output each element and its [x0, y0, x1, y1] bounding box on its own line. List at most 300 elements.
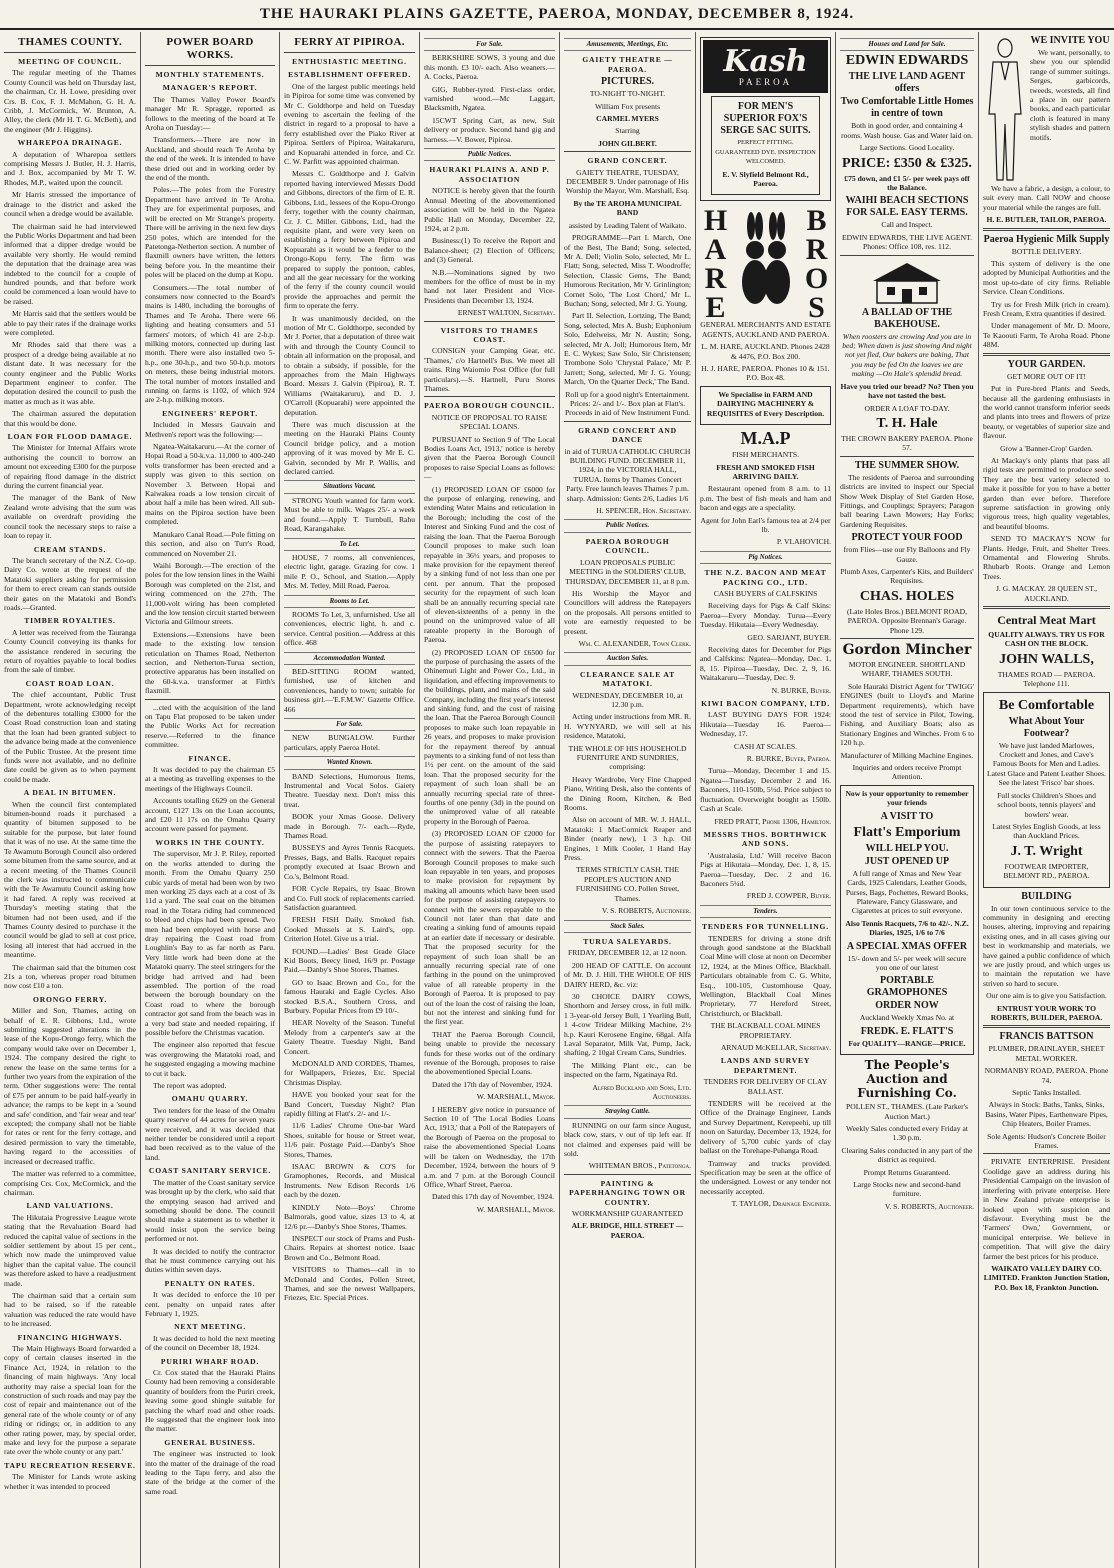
paragraph: TENDERS FOR DELIVERY OF CLAY BALLAST.	[703, 1077, 828, 1096]
paragraph: Both in good order, and containing 4 rooms. Wash house. Gas and Water laid on.	[841, 121, 973, 140]
classified-ad: HOUSE, 7 rooms, all conveniences, electric light, garage. Grazing for cow. 1 mile P. O., School, and Station.—Apply Mrs. M. Tetley, Mill Road, Paeroa.	[284, 552, 415, 591]
paragraph: Agent for John Earl's famous tea at 2/4 per lb.	[700, 515, 831, 534]
section-heading: NEXT MEETING.	[174, 1322, 246, 1332]
paragraph: CASH BUYERS of CALFSKINS	[713, 588, 818, 598]
paragraph: Tramway and trucks provided. Specification may be seen at the office of the undersigned. Lowest or any tender not necessarily accepted.	[700, 1158, 831, 1196]
paragraph: Our one aim is to give you Satisfaction.	[986, 991, 1107, 1001]
signature: H. E. BUTLER, TAILOR, PAEROA.	[986, 215, 1107, 225]
signature: W. MARSHALL, Mayor.	[476, 1092, 555, 1102]
paragraph: PLUMBER, DRAINLAYER, SHEET METAL WORKER.	[988, 1044, 1105, 1063]
kash-logo-text: Kash	[723, 44, 808, 79]
paragraph: WORKMANSHIP GUARANTEED	[572, 1209, 683, 1219]
wright-advert	[983, 692, 1110, 888]
fredk-flatt: FREDK. E. FLATT'S	[860, 1025, 954, 1037]
paragraph: BOTTLE DELIVERY.	[1011, 246, 1082, 256]
classified-heading: Wanted Known.	[284, 756, 415, 769]
section-heading: FINANCE.	[188, 753, 232, 763]
column-power-board	[141, 32, 280, 1568]
paragraph: (1) PROPOSED LOAN OF £6000 for the purpose of enlarging, renewing, and extending Water Mains and reticulation in the Borough; including the cost of the Interest and Sinking Fund and the cost of raising the loan. That the Paeroa Borough Council proposes to make such loan repayable in 36½ years, and proposes to make provision for the repayment thereof by a sinking fund of not less than one per cent. per annum. That the proposed security for the repayment of such loan shall be an annually recurring special rate of eleven-sixteenths of a penny in the pound on the unimproved value of all rateable property in the Borough of Paeroa.	[424, 484, 555, 645]
paragraph: The chairman said that a certain sum had to be raised, so if the rateable valuation was reduced the rate would have to be increased.	[4, 1290, 136, 1329]
classified-heading: Situations Vacant.	[284, 480, 415, 493]
paragraph: (3) PROPOSED LOAN OF £2000 for the purpose of assisting ratepayers to connect with the sewers. That the Paeroa Borough Council proposes to make such loan repayable in ten years, and proposes to make provision for repayment by making all amounts which have been used for the purpose of assisting ratepayers to connect with the sewers repayable to the Council not later than that date and creating a sinking fund of amounts repaid at an earlier date if necessary or desirable. That the proposed security for the repayment of such loan shall be an annually recurring special rate of one farthing in the pound on the unimproved value of all rateable property in the Borough of Paeroa. It is proposed to pay out of the loan the cost of raising the loan, but not the interest and sinking fund for the first year.	[424, 829, 555, 1027]
signature: FRED J. COWPER, Buyer.	[746, 891, 831, 901]
kash-offer: FOR MEN'S SUPERIOR FOX'S SERGE SAC SUITS.	[720, 101, 811, 137]
classified-ad: FRESH FISH Daily. Smoked fish. Cooked Mussels at S. Laird's, opp. Criterion Hotel. Give us a trial.	[284, 915, 415, 944]
paragraph: THAT the Paeroa Borough Council, being unable to provide the necessary funds for these works out of the ordinary revenue of the Borough, proposes to raise the abovementioned Special Loans.	[424, 1029, 555, 1077]
article-subtitle: MEETING OF COUNCIL.	[18, 57, 122, 66]
kash-logo-town: PAEROA	[738, 77, 793, 87]
paragraph: The chairman assured the deputation that this would be done.	[4, 409, 136, 428]
paragraph: 'Australasia, Ltd.' Will receive Bacon Pigs at Hikutaia—Monday, Dec. 1, 8, 15. Paeroa—Tuesday, Dec. 2 and 16. Baconers 5¼d.	[700, 850, 831, 888]
paragraph: 30 CHOICE DAIRY COWS, Shorthorn and Jersey cross, in full milk. 1 3-year-old Jersey Bull, 1 Yearling Bull, 1 4-cow Tridear Milking Machine, 2½ h.p. Kauri Kerosene Engine, 68gal. Alfa Laval Separator, Milk Vat, Pump, Jack, shafting, 2 10gal Cream Cans, Sundries.	[564, 991, 691, 1058]
paragraph: SEND TO MACKAY'S NOW for Plants. Hedge, Fruit, and Shelter Trees. Ornamental and Flowering Shrubs. Rhubarb Roots. Orange and Lemon Trees.	[983, 534, 1110, 581]
paragraph: 200 HEAD OF CATTLE. On account of Mr. D. J. Hill. THE WHOLE OF HIS DAIRY HERD, &c. viz:	[564, 960, 691, 989]
paragraph: Call and Inspect.	[881, 220, 933, 230]
paragraph: For QUALITY—RANGE—PRICE.	[848, 1038, 966, 1048]
paragraph: William Fox presents	[594, 101, 661, 111]
paragraph: The report was adopted.	[153, 1081, 227, 1091]
notice-title: GAIETY THEATRE — PAEROA.	[582, 55, 673, 74]
film-star: CARMEL MYERS	[596, 114, 659, 124]
paragraph: The Minister for Internal Affairs wrote authorising the council to borrow an amount not exceeding £300 for the purpose of repairing flood damage in the district during the current financial year.	[4, 443, 137, 491]
classified-ad: ROOMS To Let, 3, unfurnished. Use all conveniences, electric light, h. and c. service. Central position.—Address at this office. 468	[284, 609, 415, 648]
section-heading: ENGINEERS' REPORT.	[162, 408, 258, 418]
classified-heading: Straying Cattle.	[564, 1105, 691, 1118]
paragraph: We Specialise in FARM AND DAIRYING MACHINERY & REQUISITES of Every Description.	[706, 389, 825, 418]
classified-ad: BAND Selections, Humorous Items, Instrumental and Vocal Solos. Gaiety Theatre. Tuesday next. Don't miss this treat.	[284, 771, 415, 809]
bros-word	[801, 204, 831, 320]
paragraph: A letter was received from the Tauranga County Council conveying its thanks for the assistance rendered in securing the return of royalties payable to local bodies from the sale of timber.	[4, 627, 136, 675]
paragraph: Miller and Son, Thames, acting on behalf of E. R. Gibbons, Ltd., wrote submitting suggested alterations in the lease of the Kopu-Orongo ferry, which the company would take over on December 1, 1924. The company desired the right to renew the lease on the same terms for a further two years from the expiration of the term. Other suggestions were: The rental of £75 per annum to be paid half-yearly in advance; the ramps to be kept in a 'sound and safe' condition, and 'fair wear and tear' excepted; the company shall not be liable for rates or rent for the ferry cottage, and desired permission to vary the timetable, having regard to the accessities of increased or decreased traffic.	[4, 1006, 136, 1166]
signature: P. VLAHOVICH.	[776, 537, 831, 547]
paragraph: TO-NIGHT TO-NIGHT.	[589, 89, 666, 99]
paragraph: A full range of Xmas and New Year Cards, 1925 Calendars, Leather Goods, Purses, Bags, Pochettes, Reward Books, Plateware, Fancy Glassware, and Cigarettes at prices to suit everyone.	[845, 868, 969, 916]
kash-logo	[703, 40, 828, 93]
paragraph: THAMES ROAD — PAEROA. Telephone 111.	[997, 669, 1096, 689]
paragraph: Dated this 17th day of November, 1924.	[432, 1192, 555, 1202]
butler-text	[1030, 34, 1110, 184]
notice-title: KIWI BACON COMPANY, LTD.	[701, 699, 830, 709]
classified-ad: INSPECT our stock of Prams and Push-Chairs. Repairs at shortest notice. Isaac Brown and Co., Belmont Road.	[284, 1233, 415, 1262]
section-heading: WORKS IN THE COUNTY.	[155, 837, 265, 847]
paragraph: Business:(1) To receive the Report and Balance-sheet; (2) Election of Officers; and (3) General.	[424, 236, 555, 265]
paragraph: Septic Tanks Installed.	[1012, 1088, 1081, 1098]
paragraph: His Worship the Mayor and Councillors will address the Ratepayers on the proposals. All persons entitled to vote are earnestly requested to be present.	[564, 588, 691, 636]
section-heading: FINANCING HIGHWAYS.	[17, 1332, 123, 1342]
section-heading: PURIRI WHARF ROAD.	[160, 1356, 260, 1366]
paragraph: The Milking Plant etc., can be inspected on the farm, Ngatinaya Rd.	[564, 1060, 691, 1080]
paragraph: PERFECT FITTING. GUARANTEED DYE. INSPECTION WELCOMED.	[715, 139, 816, 166]
paragraph: TERMS STRICTLY CASH. THE PEOPLE'S AUCTION AND FURNISHING CO. Pollen Street, Thames.	[575, 865, 680, 903]
paragraph: E. V. Slyfield Belmont Rd., Paeroa.	[722, 169, 809, 189]
paragraph: Receiving days for Pigs & Calf Skins: Paeroa—Every Monday. Turua—Every Tuesday. Hikutaia—Every Wednesday.	[700, 601, 831, 630]
article-title: FERRY AT PIPIROA.	[294, 36, 405, 48]
paragraph: WEDNESDAY, DECEMBER 10, at 12.30 p.m.	[572, 690, 683, 709]
classified-ad: BED-SITTING ROOM wanted, furnished, use of kitchen and conveniences, handy to town; suitable for business girl.—'E.F.M.W.' Gazette Office. 466	[284, 666, 415, 714]
paragraph: It was decided to enforce the 10 per cent. penalty on unpaid rates after February 1, 1925.	[145, 1290, 275, 1318]
paragraph: The manager of the Bank of New Zealand wrote advising that the sum was available on overdraft providing the council took the necessary steps to raise a loan to repay it.	[4, 493, 136, 541]
classified-heading: Public Notices.	[564, 519, 691, 532]
classified-heading: Houses and Land for Sale.	[840, 38, 974, 51]
paragraph: Always in Stock: Baths, Tanks, Sinks, Basins, Water Pipes, Earthenware Pipes, Chip Heaters, Boiler Frames.	[985, 1100, 1108, 1129]
paragraph: ORDER A LOAF TO-DAY.	[864, 403, 950, 413]
signature: N. BURKE, Buyer.	[771, 685, 831, 695]
classified-ad: STRONG Youth wanted for farm work. Must be able to milk. Wages 25/- a week and found.—Apply T. Turnbull, Rahu Road, Karangahake.	[284, 495, 415, 534]
paragraph: POLLEN ST., THAMES. (Late Parker's Auction Mart.)	[846, 1102, 968, 1121]
paragraph: (Late Holes Bros.) BELMONT ROAD, PAEROA. Opposite Brennan's Garage. Phone 129.	[846, 606, 968, 635]
paragraph: Heavy Wardrobe, Very Fine Chapped Piano, Writing Desk, also the contents of the Dining Room, Kitchen, & Bed Rooms.	[564, 774, 691, 813]
paragraph: Mr Harris said that the settlers would be able to pay their rates if the drainage works were completed.	[4, 309, 136, 337]
paragraph: Receiving dates for December for Pigs and Calfskins: Ngatea—Monday, Dec. 1, 8, 15. Pipiroa—Tuesday, Dec. 2, 9, 16. Waitakaruru—Tuesday, Dec. 9.	[700, 645, 831, 683]
paragraph: Now is your opportunity to remember your friends	[845, 788, 969, 808]
paragraph: H. J. HARE, PAEROA. Phones 10 & 151. P.O. Box 48.	[701, 364, 830, 383]
paragraph: Poles.—The poles from the Forestry Department have arrived in Te Aroha. They are for experimental purposes, and will be erected on Mr Strange's property. There will be arriving in the next few days 250 poles, which are intended for the Patetonga-Netherton section. A number of flaxmill owners have written, the letters being before you. In the meantime their poles will be placed on the dump at Kopu.	[145, 185, 275, 280]
classified-ad: HEAR Novelty of the Season. Tuneful Melody from a carpenter's saw at the Gaiety Theatre. Tuesday Night, Band Concert.	[284, 1018, 415, 1056]
ballad-poem: When roosters are crowing And you are in bed; When dawn is just showing And night not yet fled, Our bakers are baking, That you may be fed On the loaves we are making —On Hale's splendid bread.	[842, 331, 972, 379]
paragraph: The matter was referred to a committee, comprising Crs. Cox, McCormick, and the chairman.	[4, 1169, 136, 1197]
paragraph: FRESH AND SMOKED FISH ARRIVING DAILY.	[716, 462, 815, 481]
classified-heading: Tenders.	[700, 905, 831, 918]
bros-letters: BROS	[800, 204, 833, 321]
paragraph: The regular meeting of the Thames County Council was held on Thursday last, the chairman, Cr. H. Lowe, presiding over Crs. B. Cox, F. J. McMahon, G. H. A. Cribb, J. McCormick, W. Brunton, A. Alley, the clerk (Mr H. T. G. McBeth), and the engineer (Mr J. Higgins).	[4, 68, 136, 134]
section-heading: OMAHU QUARRY.	[171, 1094, 249, 1104]
paragraph: Weekly Sales conducted every Friday at 1.30 p.m.	[846, 1123, 968, 1143]
paragraph: GAIETY THEATRE, TUESDAY, DECEMBER 9. Under patronage of His Worship the Mayor, Wm. Marshall, Esq.	[565, 167, 690, 196]
agent-tagline: THE LIVE LAND AGENT offers	[848, 71, 966, 95]
column-merchants	[696, 32, 836, 1568]
paragraph: Extensions.—Extensions have been made to the existing low tension reticulation on Thames Road, Netherton section, and Netherton-Turua section, protective apparatus has been installed on the 60-k.v.a. transformer at Firth's flaxmill.	[145, 629, 275, 696]
signature: WAIKATO VALLEY DAIRY CO. LIMITED. Frankton Junction Station, P.O. Box 18, Frankton Junction.	[983, 1263, 1110, 1292]
classified-heading: Auction Sales.	[564, 652, 691, 665]
signature: EDWIN EDWARDS, THE LIVE AGENT. Phones: Office 108, res. 112.	[841, 232, 973, 252]
article-title: THAMES COUNTY.	[17, 36, 123, 48]
pictures-heading: PICTURES.	[600, 76, 655, 88]
classified-heading: Pig Notices.	[700, 551, 831, 564]
notice-title: VISITORS TO THAMES COAST.	[440, 325, 539, 344]
kash-advert	[700, 37, 831, 201]
paragraph: The chairman said that the bitumen cost 21s a ton, whereas proper road bitumen now cost £10 a ton.	[4, 962, 136, 991]
classified-ad: BOOK your Xmas Goose. Delivery made in Borough. 7/- each.—Ryde, Thames Road.	[284, 812, 415, 841]
paragraph: Mr Rhodes said that there was a prospect of a dredge being available at no distant date. It was necessary for the county engineer and the Public Works Department engineer to confer. The deputation desired the council to push the matter as much as it was able.	[4, 340, 136, 406]
paragraph: Included in Messrs Gauvain and Methven's report was the following:—	[145, 420, 275, 439]
gentleman-figure-icon	[983, 34, 1027, 184]
paragraph: Mr Harris stressed the importance of drainage to the district and asked the council when a dredge would be available.	[4, 190, 136, 219]
classified-heading: Stock Sales.	[564, 920, 691, 933]
column-ferry-classifieds	[280, 32, 420, 1568]
hare-bros-logo	[700, 204, 831, 320]
paragraph: Dated the 17th day of November, 1924.	[432, 1079, 553, 1089]
paragraph: Plumb Axes, Carpenter's Kits, and Builders' Requisites.	[840, 566, 974, 586]
paragraph: PROGRAMME—Part I. March, One of the Best, The Band; Song, selected, Mr A. Dell; Violin Solo, selected, Mr L. Flatt; Song, selected, Miss T. Woodroffe; Selection, Classic Gems, The Band; Humorous Recitation, Mr V. Grinlington; Cornet Solo, 'The Lost Chord,' Mr L. Buchan; Song, selected, Mr J. G. Young.	[564, 233, 691, 308]
garden-heading: YOUR GARDEN.	[1007, 358, 1086, 370]
paragraph: Manufacturer of Milking Machine Engines.	[840, 750, 974, 760]
summer-show-heading: THE SUMMER SHOW.	[854, 459, 960, 471]
classified-ad: VISITORS to Thames—call in to McDonald and Cordes, Pollen Street, Thames, and see the newest Wallpapers, Friezes, Etc. Special Prices.	[284, 1265, 415, 1303]
classified-ad: McDONALD AND CORDES, Thames, for Wallpapers, Friezes, Etc. Special Christmas Display.	[284, 1059, 415, 1087]
paragraph: Inquiries and orders receive Prompt Attention.	[852, 763, 962, 782]
paragraph: £75 down, and £1 5/- per week pays off the Balance.	[844, 173, 970, 193]
paragraph: The Hikutaia Progressive League wrote stating that the Revaluation Board had reduced the capital value of sections in the soldier settlement by about 15 per cent., which now made the unimproved value higher than the capital value. The council was therefore asked to have a readjustment made.	[4, 1212, 136, 1288]
signature: H. SPENCER, Hon. Secretary.	[596, 506, 691, 516]
jt-wright: J. T. Wright	[1010, 843, 1083, 859]
paragraph: Part II. Selection, Lortzing, The Band; Song, selected, Mrs A. Bush; Euphonium Solo, Edelweiss, Mr N. Austin; Song, selected, Mr A. Joll; Humorous Item, Mr E. C. Wykes; Saw Solo, Sir Christensen; Trombone Solo 'Chrystal Palace,' Mr P. Jarrett; Song, selected, Mr J. G. Young; March, 'On the Quarter Deck,' The Band.	[564, 311, 691, 387]
waihi-beach-heading: WAIHI BEACH SECTIONS FOR SALE. EASY TERMS.	[845, 195, 969, 219]
paragraph: NOTICE is hereby given that the fourth Annual Meeting of the abovementioned association will be held in the Ngatea Public Hall on Monday, December 22, 1924, at 2 p.m.	[424, 186, 555, 233]
section-heading: CREAM STANDS.	[33, 544, 107, 554]
paragraph: Large Sections. Good Locality.	[859, 143, 955, 153]
paragraph: There was much discussion at the meeting on the Hauraki Plains County Council bridge policy, and a motion approving of it was moved by Mr E. C. Galvin, seconded by Mr P. Wallis, and declared carried.	[284, 420, 415, 477]
paragraph: The engineer also reported that fescue was overgrowing the Matatoki road, and he suggested engaging a mowing machine to cut it back.	[145, 1040, 275, 1078]
classified-ad: ISAAC BROWN & CO'S for Gramophones, Records, and Musical Instruments. New Edison Records 1/6 each by the dozen.	[284, 1162, 415, 1200]
signature: W. MARSHALL, Mayor.	[476, 1204, 555, 1214]
classified-heading: Amusements, Meetings, Etc.	[564, 38, 691, 51]
notice-title: TENDERS FOR TUNNELLING.	[702, 922, 829, 932]
paragraph: In our town continuous service to the community in designing and erecting houses, altering, improving and repairing existing ones, and in all cases giving our best in workmanship and materials, we have gained a public confidence of which we are justly proud, and which urges us to maintain the reputation we have striven so hard to secure.	[983, 903, 1110, 988]
agent-name: EDWIN EDWARDS	[845, 53, 969, 69]
order-now: ORDER NOW	[875, 1000, 939, 1012]
page-columns	[0, 32, 1114, 1568]
signature: WHITEMAN BROS., Patetonga.	[588, 1161, 691, 1171]
signature: J. G. MACKAY. 28 QUEEN ST., AUCKLAND.	[995, 584, 1098, 603]
gramophones: PORTABLE GRAMOPHONES	[866, 975, 948, 999]
paragraph: Starring	[615, 126, 640, 136]
classified-ad: 11/6 Ladies' Chrome One-bar Ward Shoes, suitable for house or Street wear, 11/6 pair. Postage Paid.—Danby's Shoe Stores, Thames.	[284, 1121, 415, 1159]
signature: Wm. C. ALEXANDER, Town Clerk.	[578, 638, 691, 648]
paragraph: Have you tried our bread? No? Then you have not tasted the best.	[840, 381, 974, 401]
paragraph: FRIDAY, DECEMBER 12, at 12 noon.	[568, 948, 687, 958]
paragraph: The Thames Valley Power Board's manager Mr R. Spragge, reported as follows to the meeting of the board at Te Aroha on Tuesday:—	[145, 94, 275, 133]
paragraph: from Flies—use our Fly Balloons and Fly Gauze.	[843, 545, 971, 564]
protect-food-heading: PROTECT YOUR FOOD	[851, 532, 963, 544]
classified-ad: NEW BUNGALOW. Further particulars, apply Paeroa Hotel.	[284, 733, 415, 752]
butler-advert	[983, 34, 1110, 184]
section-heading: WHAREPOA DRAINAGE.	[17, 138, 123, 148]
flatts-visit: A VISIT TO	[880, 810, 934, 822]
paragraph: assisted by Leading Talent of Waikato.	[568, 220, 687, 230]
paragraph: Two tenders for the lease of the Omahu quarry reserve of 44 acres for seven years were received, and it was decided that neither tender be considered until a report had been received as to the value of the land.	[145, 1105, 275, 1162]
article-title: POWER BOARD WORKS.	[166, 36, 254, 61]
paragraph: PURSUANT to Section 9 of 'The Local Bodies Loans Act, 1913,' notice is hereby given that the Paeroa Borough Council proposes to raise Special Loans as follows:—	[424, 434, 555, 482]
paragraph: ...cted with the acquisition of the land on Tapu Flat proposed to be taken under the Public Works Act for recreation reserve.—Referred to the finance committee.	[145, 702, 275, 750]
john-walls: JOHN WALLS,	[999, 651, 1094, 667]
kash-offer-box	[711, 96, 820, 195]
paragraph: THE BLACKBALL COAL MINES PROPRIETARY.	[710, 1021, 821, 1040]
ballad-title: A BALLAD OF THE BAKEHOUSE.	[861, 306, 953, 330]
classified-ad: BUSSEYS and Ayres Tennis Racquets. Presses, Bags, and Balls. Racquet repairs promptly executed at Isaac Brown and Co.'s, Belmont Road.	[284, 843, 415, 881]
article-subtitle: ENTHUSIASTIC MEETING.	[292, 57, 407, 66]
paragraph: The chief accountant, Public Trust Department, wrote acknowledging receipt of the debentures totalling £3000 for the Coast Road construction loan and stating that the loan had been granted subject to the advance being made at the convenience of the Public Trustee. At the present time funds were not available, and no definite date could be given as to when payment could be made.	[4, 690, 136, 784]
signature: ALF. BRIDGE, HILL STREET — PAEROA.	[571, 1221, 684, 1240]
notice-title: CLEARANCE SALE AT MATATOKI.	[580, 669, 675, 689]
building-heading: BUILDING	[1021, 890, 1072, 902]
hare-icon	[731, 210, 801, 314]
paragraph: Sole Agents: Hudson's Concrete Boiler Frames.	[987, 1131, 1106, 1151]
paragraph: Try us for Fresh Milk (rich in cream). Fresh Cream, Extra quantities if desired.	[983, 299, 1110, 319]
notice-title: THE N.Z. BACON AND MEAT PACKING CO., LTD.	[704, 568, 827, 587]
paragraph: It was decided to pay the chairman £5 at a meeting as travelling expenses to the meetings of the Highways Council.	[145, 765, 275, 793]
footwear-question: What About Your Footwear?	[1008, 715, 1085, 739]
section-heading: TIMBER ROYALTIES.	[24, 616, 116, 626]
signature: V. S. ROBERTS, Auctioneer.	[601, 906, 691, 916]
classified-ad: FOUND.—Ladies' Best Grade Glace Kid Boots, Beecy lined, 16/9 pr. Postage Paid.—Danby's Shoe Stores, Thames.	[284, 946, 415, 975]
paragraph: It was decided to notify the contractor that he must commence carrying out his duties within seven days.	[145, 1246, 275, 1275]
notice-title: GRAND CONCERT AND DANCE	[578, 425, 677, 445]
signature: FRED PRATT, Phone 1306, Hamilton.	[714, 816, 831, 826]
specialise-advert	[700, 386, 831, 425]
paragraph: RUNNING on our farm since August, black cow, stars, v out of tip left ear. If not claimed and expenses paid will be sold.	[564, 1120, 691, 1159]
section-heading: A DEAL IN BITUMEN.	[23, 788, 117, 798]
column-houses-land	[836, 32, 979, 1568]
section-heading: LAND VALUATIONS.	[26, 1201, 114, 1211]
paragraph: Restaurant opened from 8 a.m. to 11 p.m. The best of fish meals and ham and bacon and eggs are a speciality.	[700, 484, 831, 513]
notice-title: GRAND CONCERT.	[587, 156, 668, 166]
paragraph: The branch secretary of the N.Z. Co-op. Dairy Co. wrote at the request of the Matatoki suppliers asking for permission for them to erect cream can stands outside their gates on the Matatoki and Bond's roads.—Granted.	[4, 555, 136, 612]
paragraph: Auckland Weekly Xmas No. at	[859, 1013, 955, 1023]
paragraph: Transformers.—There are now in Auckland, and should reach Te Aroha by the end of the week. It is intended to have these dried out and in working order by the end of the month.	[145, 135, 275, 183]
paragraph: The Main Highways Board forwarded a copy of certain clauses inserted in the Finance Act, 1924, in relation to the financing of main highways. 'Any local authority may raise a special loan for the construction of such roads and may pay the cost of repair and maintenance out of the general rate of the whole county or of any riding or ridings; or, in addition to any other rating power, may, by special order, make and levy for the purpose a separate rate over the whole county or any part.'	[4, 1344, 136, 1457]
section-heading: LOAN FOR FLOOD DAMAGE.	[7, 432, 133, 442]
paragraph: Manukaro Canal Road.—Pole fitting on this section, and also on Turr's Road, commenced on November 21.	[145, 529, 275, 558]
paragraph: LOAN PROPOSALS PUBLIC MEETING in the SOLDIERS' CLUB, THURSDAY, DECEMBER 11, at 8 p.m.	[565, 557, 690, 586]
paragraph: We have just landed Marlowes, Crockett and Jones, and Cave's Famous Boots for Men and Ladies. Latest Glace and Patent Leather Shoes. See the latest 'Frisco' bar shoes.	[987, 740, 1106, 788]
chas-holes-name: CHAS. HOLES	[859, 588, 955, 604]
price: PRICE: £350 & £325.	[842, 155, 972, 171]
column-amusements	[560, 32, 696, 1568]
notice-title: MESSRS THOS. BORTHWICK AND SONS.	[703, 829, 828, 849]
paragraph: I HEREBY give notice in pursuance of Section 10 of 'The Local Bodies Loans Act, 1913,' that a Poll of the Ratepayers of the Borough of Paeroa on the proposal to raise the abovementioned Special Loans will be taken on Wednesday, the 17th December, 1924, between the hours of 9 a.m. and 7 p.m. at the Borough Council Office, Wharf Street, Paeroa.	[424, 1104, 555, 1189]
notice-title: TURUA SALEYARDS.	[583, 936, 672, 946]
signature: V. S. ROBERTS, Auctioneer.	[884, 1201, 974, 1211]
notice-title: PAINTING & PAPERHANGING TOWN OR COUNTRY.	[569, 1178, 686, 1207]
bakehouse-icon	[867, 259, 947, 305]
battson-heading: FRANCIS BATTSON	[999, 1031, 1094, 1043]
bakery-name: T. H. Hale	[876, 415, 938, 431]
peoples-auction-name: The People's Auction and Furnishing Co.	[857, 1058, 957, 1101]
paragraph: Roll up for a good night's Entertainment. Prices: 2/- and 1/-. Box plan at Flatt's. Proceeds in aid of New Instrument Fund.	[564, 389, 691, 418]
paragraph: Acting under instructions from MR. R. H. WYNYARD, we will sell at his residence, Matatoki,	[564, 712, 691, 741]
section-heading: PENALTY ON RATES.	[164, 1278, 256, 1288]
paragraph: The engineer was instructed to look into the matter of the drainage of the road leading to the Tapu ferry, and also the state of the bridge at the corner of the same road.	[145, 1449, 275, 1496]
paragraph: A deputation of Wharepoa settlers comprising Messrs J. Butler, H. J. Harris, and J. Box, accompanied by Mr T. W. Rhodes, M.P., waited upon the council.	[4, 149, 136, 187]
paragraph: Accounts totalling £629 on the General account, £127 13s on the Loan accounts, and £20 11 17s on the Omahu Quarry account were passed for payment.	[145, 796, 275, 834]
just-opened: JUST OPENED UP	[864, 855, 950, 867]
classified-heading: Public Notices.	[424, 148, 555, 161]
signature: ARNAUD McKELLAR, Secretary.	[720, 1043, 831, 1053]
hare-word	[700, 204, 730, 320]
paragraph: The Minister for Lands wrote asking whether it was intended to proceed	[4, 1472, 136, 1491]
paragraph: Grow a 'Banner-Crop' Garden.	[1000, 443, 1093, 453]
paragraph: FISH MERCHANTS.	[731, 450, 800, 460]
masthead: THE HAURAKI PLAINS GAZETTE, PAEROA, MONDAY, DECEMBER 8, 1924.	[0, 0, 1114, 30]
xmas-offer: A SPECIAL XMAS OFFER	[846, 940, 968, 952]
classified-ad: HAVE you booked your seat for the Band Concert, Tuesday Night? Plan rapidly filling at Flatt's. 2/- and 1/-.	[284, 1090, 415, 1119]
milk-supply-heading: Paeroa Hygienic Milk Supply	[983, 233, 1110, 245]
classified-ad: GIG, Rubber-tyred. First-class order, varnished wood.—Mc Laggart, Blacksmith, Ngatea.	[424, 84, 555, 113]
signature: GEO. SARJANT, BUYER.	[747, 632, 831, 642]
flatts-emporium: Flatt's Emporium	[853, 824, 961, 840]
paragraph: Waihi Borough.—The erection of the poles for the low tension lines in the Waihi Borough was completed on the 21st, and wiring commenced on the 27th. The 11,000-volt wiring has been completed and the low tension circuit started between Victoria and Gilmour streets.	[145, 560, 276, 627]
paragraph: TENDERS for driving a stone drift through good sandstone at the Blackball Coal Mine will close at noon on December 12, 1924, at the Mines Office, Blackball. Particulars obtainable from C. G. White, Esq., 100-105, Customhouse Quay, Wellington, Blackball Coal Mines Proprietary, 77 Hereford Street, Christchurch, or Blackball.	[700, 933, 831, 1018]
section-heading: MANAGER'S REPORT.	[162, 83, 258, 93]
paragraph: FOOTWEAR IMPORTER, BELMONT RD., PAEROA.	[1003, 861, 1090, 881]
classified-ad: FOR Cycle Repairs, try Isaac Brown and Co. Full stock of replacements carried. Satisfaction guaranteed.	[284, 884, 415, 912]
paragraph: Clearing Sales conducted in any part of the district as required.	[841, 1145, 973, 1165]
classified-heading: To Let.	[284, 538, 415, 551]
we-invite-heading: WE INVITE YOU	[1030, 35, 1110, 46]
paragraph: MOTOR ENGINEER. SHORTLAND WHARF, THAMES SOUTH.	[848, 660, 966, 679]
paragraph: Consumers.—The total number of consumers now connected to the Board's mains is 1480, including the boroughs of Thames and Te Aroha. There were 66 lighting and heating consumers and 51 farmers' motors, of which 41 are 2-h.p. milking motors, connected up during last month. There were also installed two 5-h.p., one 30-h.p., and two 50-h.p. motors on meters, these being industrial motors. The total number of motors installed and running on farms is 1102, of which 924 are 2-h.p. milking motors.	[145, 282, 275, 405]
section-heading: ESTABLISHMENT OFFERED.	[288, 70, 411, 80]
paragraph: It was decided to hold the next meeting of the council on December 18, 1924.	[145, 1333, 275, 1353]
meat-mart-heading: Central Meat Mart	[997, 613, 1096, 628]
classified-heading: Accommodation Wanted.	[284, 652, 415, 665]
section-heading: COAST ROAD LOAN.	[25, 678, 115, 688]
paragraph: We have a fabric, a design, a colour, to suit every man. Call NOW and choose your material while the ranges are full.	[983, 184, 1110, 212]
paragraph: We want, personally, to shew you our splendid range of summer suitings. Serges, garbicords, tweeds, worsteds, all find a place in our pattern books, and each particular cloth is featured in many stylish shades and pattern motifs.	[1030, 48, 1110, 142]
paragraph: Turua—Monday, December 1 and 15. Ngatea—Tuesday, December 2 and 16. Baconers, 110-150lb, 5½d. Price subject to fluctuation. Overweight bought as 150lb. Cash at Scale.	[700, 766, 831, 814]
flatts-help: WILL HELP YOU.	[865, 842, 949, 854]
notice-title: HAURAKI PLAINS A. AND P. ASSOCIATION	[429, 165, 550, 184]
hare-letters: HARE	[699, 204, 732, 321]
classified-ad: KINDLY Note—Boys' Chrome Balmorals, good value, sizes 13 to 4, at 12/6 pr.—Danby's Shoe Stores, Thames.	[284, 1202, 415, 1231]
paragraph: Messrs C. Goldthorpe and J. Galvin reported having interviewed Messrs Dodd and Gibbons, directors of the firm of E. R. Gibbons, Ltd., lessees of the Kopu-Orongo ferry, together with the county chairman, Cr. J. C. Miller. Gibbons, Ltd., had the requisite plant, and were very keen on establishing a ferry between Pipiroa and Kopuarahi as it would be a feeder to the Orongo-Kopu ferry. The firm was prepared to supply the pontoon, cables, and all the gear necessary for the working of the ferry if the county council would provide the approaches and permit the firm to operate the ferry.	[284, 169, 415, 311]
paragraph: ENTRUST YOUR WORK TO ROBERTS, BUILDER, PAEROA.	[990, 1003, 1103, 1022]
paragraph: GET MORE OUT OF IT!	[1006, 371, 1087, 381]
notice-title: PAEROA BOROUGH COUNCIL.	[424, 401, 555, 411]
paragraph: N.B.—Nominations signed by two members for the office of must be in my hand not later President and Vice-Presidents than December 13, 1924.	[424, 267, 555, 305]
paragraph: Ngatea-Waitakaruru.—At the corner of Hopai Road a 50-k.v.a. 11,000 to 400-240 volts transformer has been erected and a supply was given to this section on November 3. Between Hopai and Kaiwakea roads a low tension circuit of about half a mile has been wired. All sub-mains on the Pipiroa section have been completed.	[145, 442, 275, 527]
paragraph: CASH AT SCALES.	[734, 741, 797, 751]
gordon-mincher-name: Gordon Mincher	[842, 642, 972, 658]
paragraph: Put in Pure-bred Plants and Seeds, because all the gardening enthusiasts in the world cannot transform inferior seeds and plants into trees and flowers of prize beauty, or vegetables of superior size and flavour.	[983, 384, 1110, 441]
paragraph: TENDERS will be received at the Office of the Drainage Engineer, Lands and Survey Department, Kerepeehi, up till noon on Saturday, December 13, 1924, for delivery of 5,700 cubic yards of clay ballast on the Torehape-Puhanga Road.	[700, 1099, 831, 1156]
section-heading: TAPU RECREATION RESERVE.	[4, 1460, 136, 1470]
paragraph: One of the largest public meetings held in Pipiroa for some time was convened by Mr C. Goldthorpe and held on Tuesday evening to ascertain the feeling of the district in regard to a proposal to have a ferry established over the Piako River at Pipiroa. Settlers of Pipiroa, Waitakaruru, and Kopuarahi attended in force, and Cr. C. W. Parfitt was appointed chairman.	[284, 81, 415, 167]
classified-ad: 15CWT Spring Cart, as new, Suit delivery or produce. Second hand gig and harness.—V. Bower, Pipiroa.	[424, 115, 555, 144]
paragraph: Latest Styles English Goods, at less than Auckland Prices.	[992, 821, 1101, 841]
paragraph: By the TE AROHA MUNICIPAL BAND	[573, 198, 682, 218]
paragraph: THE WHOLE OF HIS HOUSEHOLD FURNITURE AND SUNDRIES, comprising:	[568, 743, 687, 772]
paragraph: L. M. HARE, AUCKLAND. Phones 2428 & 4476, P.O. Box 200.	[701, 342, 830, 361]
film-star: JOHN GILBERT.	[598, 138, 657, 148]
notice-subtitle: NOTICE OF PROPOSAL TO RAISE SPECIAL LOANS.	[431, 412, 548, 432]
signature: Alfred Buckland and Sons, Ltd. Auctioneers.	[592, 1082, 691, 1101]
classified-ad: BERKSHIRE SOWS, 3 young and due this month. £3 10/- each. Also weaners.—A. Cocks, Paeroa.	[424, 53, 555, 82]
offer-heading: Two Comfortable Little Homes in centre of town	[840, 96, 974, 120]
paragraph: The residents of Paeroa and surrounding districts are invited to inspect our Special Show Week Display of Stel Garden Hose, Fittings, and Couplings; Sprayers; Paragon ball bearing Lawn Mowers; Hay Forks; Gardening Requisites.	[840, 472, 974, 529]
classified-ad: GO to Isaac Brown and Co., for the famous Hauraki and Eagle Cycles. Also stocked B.S.A., Southern Cross, and Burbury. Popular Prices from £9 10/-.	[284, 977, 415, 1015]
classified-heading: For Sale.	[424, 38, 555, 51]
paragraph: The matter of the Coast sanitary service was brought up by the clerk, who said that the emptying season had arrived and something should be done. The council should make a statement as to whether it would insist upon the service being performed or not.	[145, 1177, 275, 1244]
column-tradesmen	[979, 32, 1114, 1568]
signature: T. TAYLOR, Drainage Engineer.	[731, 1199, 831, 1209]
paragraph: (2) PROPOSED LOAN OF £6500 for the purpose of purchasing the assets of the Ohinemuri Light and Power Co., Ltd., in liquidation, and effecting improvements to the buildings, plant, and mains of the said Company, including the first year's interest and sinking fund, and the cost of raising the loan. That the Paeroa Borough Council proposes to make such loan repayable in 26 years, and proposes to make provision for the repayment thereof by annual payments to a sinking fund of not less than 1½ per cent. on the amount of the said loan. That the proposed security for the repayment of such loan shall be an annually recurring special rate of three-fourths of one penny (3d) in the pound on the unimproved value of all rateable property in the Borough of Paeroa.	[424, 647, 555, 826]
notice-title: PAEROA BOROUGH COUNCIL.	[585, 536, 670, 556]
paragraph: Under management of Mr. D. Moore, Te Kaoouti Farm, Te Aroha Road. Phone 48M.	[983, 321, 1110, 350]
paragraph: Cr. Cox stated that the Hauraki Plains County had been removing a considerable quantity of boulders from the Puriri creek, leaving some good shingle suitable for patching the wharf road and other roads. He suggested that the engineer look into the matter.	[145, 1368, 275, 1434]
paragraph: The supervisor, Mr J. P. Riley, reported on the works attended to during the month. From the Omahu Quarry 250 cubic yards of metal had been won by two men working 25 days each at a cost of 3s 11d a yard. The seal coat on the bitumen road in the Totara riding had commenced to bleed and chips had been spread. Two men had been employed with horse and dray repairing the Coast road from Loughlin's Bay to as far north as Paru. Very little work had been done at the Matatoki quarry. The steel stringers for the bridge had arrived and had been assembled. The portion of the road between the borough boundary on the Coast road to where the borough contractor got sand from the beach was in a very bad state and needed repairing, if possible before the Christmas vacation.	[145, 849, 275, 1037]
paragraph: Large Stocks new and second-hand furniture.	[853, 1180, 961, 1199]
classified-heading: For Sale.	[284, 718, 415, 731]
paragraph: THE CROWN BAKERY PAEROA. Phone 57.	[841, 433, 973, 453]
section-heading: ORONGO FERRY.	[33, 994, 107, 1004]
paragraph: At Mackay's only plants that pass all rigid tests are permitted to produce seed. They are the best variety selected to make it possible for you to have a better garden than ever before. Therefore supreme satisfaction in growing only vigorous trees, high quality vegetables, and beautiful blooms.	[983, 455, 1110, 531]
signature: ERNEST WALTON, Secretary.	[457, 308, 555, 318]
paragraph: in aid of TURUA CATHOLIC CHURCH BUILDING FUND. DECEMBER 11, 1924, in the VICTORIA HALL, TURUA. Items by Thames Concert Party. Free launch leaves Thames 7 p.m. sharp. Admission: Gents 2/6, Ladies 1/6	[564, 446, 691, 503]
signature: R. BURKE, Buyer, Paeroa.	[746, 754, 831, 764]
map-heading: M.A.P	[740, 428, 791, 449]
paragraph: LAST BUYING DAYS FOR 1924: Hikutaia—Tuesday 16. Paeroa—Wednesday, 17.	[700, 710, 831, 739]
